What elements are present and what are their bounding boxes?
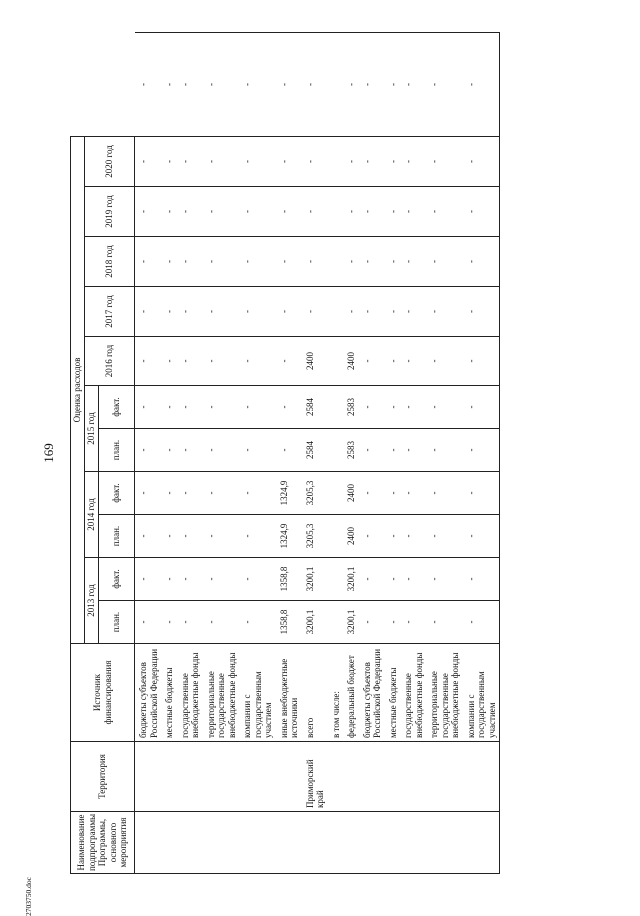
cell-value: -: [135, 429, 162, 472]
cell-value: -: [400, 33, 426, 137]
cell-value: -: [385, 337, 401, 386]
cell-value: -: [135, 136, 162, 186]
cell-value: [328, 386, 344, 429]
cell-name: [161, 812, 177, 874]
cell-value: -: [400, 187, 426, 237]
cell-value: [328, 187, 344, 237]
rotated-table-sheet: [70, 32, 640, 874]
cell-value: [328, 33, 344, 137]
cell-value: -: [426, 429, 463, 472]
cell-value: -: [463, 337, 500, 386]
cell-value: -: [177, 187, 203, 237]
header-fact: факт.: [99, 386, 135, 429]
cell-value: -: [239, 187, 276, 237]
cell-value: -: [463, 515, 500, 558]
cell-value: 1324,9: [276, 515, 302, 558]
cell-value: 1358,8: [276, 558, 302, 601]
header-name: Наименование подпрограммы Программы, основного мероприятия: [71, 812, 135, 874]
cell-value: -: [359, 515, 385, 558]
cell-value: 3200,1: [343, 601, 359, 644]
cell-territory: [463, 742, 500, 812]
cell-value: -: [239, 337, 276, 386]
cell-value: -: [161, 136, 177, 186]
cell-value: -: [463, 429, 500, 472]
cell-value: -: [426, 515, 463, 558]
cell-value: -: [177, 472, 203, 515]
cell-value: -: [343, 187, 359, 237]
cell-value: -: [463, 601, 500, 644]
header-2017: 2017 год: [85, 287, 135, 337]
header-2013: 2013 год: [85, 558, 99, 644]
cell-value: -: [343, 287, 359, 337]
cell-value: -: [177, 33, 203, 137]
cell-name: [328, 812, 344, 874]
cell-value: -: [276, 287, 302, 337]
cell-source: территориальные государственные внебюджетные фонды: [426, 644, 463, 742]
cell-source: местные бюджеты: [385, 644, 401, 742]
table-row: [276, 33, 302, 874]
cell-value: -: [177, 386, 203, 429]
cell-value: -: [463, 558, 500, 601]
cell-value: -: [359, 558, 385, 601]
cell-value: -: [400, 601, 426, 644]
cell-value: -: [359, 601, 385, 644]
cell-name: [203, 812, 240, 874]
table-row: [135, 33, 162, 874]
cell-value: -: [161, 33, 177, 137]
cell-value: -: [400, 429, 426, 472]
cell-value: -: [426, 237, 463, 287]
cell-value: -: [203, 337, 240, 386]
cell-value: -: [161, 429, 177, 472]
cell-territory: [426, 742, 463, 812]
cell-value: -: [385, 558, 401, 601]
cell-value: 2583: [343, 386, 359, 429]
cell-value: 2583: [343, 429, 359, 472]
cell-value: 1358,8: [276, 601, 302, 644]
header-2014: 2014 год: [85, 472, 99, 558]
cell-source: государственные внебюджетные фонды: [177, 644, 203, 742]
cell-value: 3205,3: [302, 472, 328, 515]
cell-value: -: [426, 337, 463, 386]
cell-source: бюджеты субъектов Российской Федерации: [359, 644, 385, 742]
cell-value: -: [400, 558, 426, 601]
cell-source: иные внебюджетные источники: [276, 644, 302, 742]
cell-value: [328, 472, 344, 515]
cell-value: -: [161, 237, 177, 287]
cell-value: -: [135, 237, 162, 287]
cell-value: 2400: [343, 472, 359, 515]
cell-value: -: [400, 136, 426, 186]
cell-name: [385, 812, 401, 874]
cell-value: -: [302, 237, 328, 287]
cell-value: -: [203, 558, 240, 601]
cell-value: [328, 558, 344, 601]
cell-territory: [385, 742, 401, 812]
table-row: [177, 33, 203, 874]
cell-value: -: [135, 386, 162, 429]
cell-value: -: [161, 287, 177, 337]
cell-territory: [239, 742, 276, 812]
cell-value: -: [276, 429, 302, 472]
cell-value: -: [239, 558, 276, 601]
cell-name: [426, 812, 463, 874]
table-row: [328, 33, 344, 874]
cell-value: -: [161, 386, 177, 429]
cell-name: [239, 812, 276, 874]
table-row: [343, 33, 359, 874]
cell-value: [328, 237, 344, 287]
cell-value: -: [385, 386, 401, 429]
header-estimate: Оценка расходов: [71, 136, 85, 643]
cell-value: -: [239, 515, 276, 558]
header-2018: 2018 год: [85, 237, 135, 287]
cell-value: -: [359, 136, 385, 186]
cell-source: федеральный бюджет: [343, 644, 359, 742]
header-plan: план.: [99, 601, 135, 644]
cell-territory: [161, 742, 177, 812]
cell-value: -: [302, 187, 328, 237]
cell-value: -: [239, 472, 276, 515]
cell-source: компании с государственным участием: [463, 644, 500, 742]
footer-filename: 2703750.doc: [24, 877, 33, 916]
cell-value: -: [426, 33, 463, 137]
cell-value: 1324,9: [276, 472, 302, 515]
cell-territory: Приморский край: [302, 742, 328, 812]
cell-value: -: [135, 472, 162, 515]
cell-value: -: [135, 33, 162, 137]
cell-value: -: [385, 187, 401, 237]
cell-value: [328, 515, 344, 558]
cell-value: -: [239, 429, 276, 472]
cell-source: всего: [302, 644, 328, 742]
cell-value: -: [385, 472, 401, 515]
cell-value: -: [135, 337, 162, 386]
cell-value: -: [239, 386, 276, 429]
table-row: [302, 33, 328, 874]
cell-value: [328, 287, 344, 337]
cell-value: -: [426, 386, 463, 429]
cell-value: -: [177, 287, 203, 337]
header-source: Источник финансирования: [71, 644, 135, 742]
cell-value: -: [385, 237, 401, 287]
cell-value: -: [385, 515, 401, 558]
cell-value: -: [426, 187, 463, 237]
cell-value: -: [359, 287, 385, 337]
cell-value: -: [426, 558, 463, 601]
cell-value: -: [359, 337, 385, 386]
cell-value: -: [239, 287, 276, 337]
financing-table: [70, 32, 500, 874]
cell-value: -: [385, 429, 401, 472]
cell-value: -: [302, 33, 328, 137]
cell-value: -: [135, 515, 162, 558]
cell-value: -: [276, 337, 302, 386]
cell-value: -: [463, 237, 500, 287]
cell-value: -: [239, 237, 276, 287]
cell-value: -: [276, 386, 302, 429]
cell-source: бюджеты субъектов Российской Федерации: [135, 644, 162, 742]
cell-value: -: [239, 601, 276, 644]
cell-value: -: [400, 515, 426, 558]
cell-value: -: [135, 558, 162, 601]
cell-value: -: [463, 472, 500, 515]
cell-value: -: [343, 136, 359, 186]
cell-territory: [328, 742, 344, 812]
cell-value: -: [203, 33, 240, 137]
cell-value: -: [161, 558, 177, 601]
cell-value: -: [426, 287, 463, 337]
cell-value: 3200,1: [343, 558, 359, 601]
cell-value: -: [359, 429, 385, 472]
table-row: [203, 33, 240, 874]
cell-value: -: [177, 558, 203, 601]
cell-value: 2400: [343, 337, 359, 386]
cell-territory: [400, 742, 426, 812]
cell-value: -: [203, 472, 240, 515]
cell-value: -: [177, 601, 203, 644]
cell-value: -: [359, 187, 385, 237]
header-plan: план.: [99, 429, 135, 472]
cell-value: 2400: [343, 515, 359, 558]
cell-value: -: [463, 136, 500, 186]
cell-value: -: [426, 472, 463, 515]
table-row: [239, 33, 276, 874]
cell-name: [343, 812, 359, 874]
cell-value: 2400: [302, 337, 328, 386]
cell-value: -: [463, 33, 500, 137]
cell-value: -: [343, 237, 359, 287]
cell-source: компании с государственным участием: [239, 644, 276, 742]
cell-value: -: [203, 601, 240, 644]
cell-name: [276, 812, 302, 874]
cell-value: -: [400, 337, 426, 386]
cell-value: -: [177, 429, 203, 472]
cell-value: -: [276, 33, 302, 137]
cell-territory: [135, 742, 162, 812]
cell-value: -: [359, 33, 385, 137]
cell-value: -: [426, 136, 463, 186]
cell-territory: [276, 742, 302, 812]
cell-value: -: [359, 237, 385, 287]
header-2019: 2019 год: [85, 187, 135, 237]
cell-value: -: [161, 187, 177, 237]
cell-name: [302, 812, 328, 874]
cell-territory: [359, 742, 385, 812]
cell-territory: [177, 742, 203, 812]
cell-value: 2584: [302, 386, 328, 429]
cell-value: -: [161, 515, 177, 558]
cell-value: -: [135, 287, 162, 337]
cell-name: [177, 812, 203, 874]
header-2020: 2020 год: [85, 136, 135, 186]
cell-value: -: [400, 472, 426, 515]
cell-name: [135, 812, 162, 874]
cell-value: [328, 601, 344, 644]
cell-value: -: [239, 33, 276, 137]
cell-name: [359, 812, 385, 874]
cell-value: -: [203, 429, 240, 472]
header-2015: 2015 год: [85, 386, 99, 472]
cell-value: -: [161, 601, 177, 644]
table-row: [161, 33, 177, 874]
cell-value: -: [203, 386, 240, 429]
cell-source: местные бюджеты: [161, 644, 177, 742]
table-row: [463, 33, 500, 874]
cell-territory: [343, 742, 359, 812]
cell-value: -: [463, 187, 500, 237]
table-row: [426, 33, 463, 874]
cell-value: -: [177, 515, 203, 558]
cell-value: -: [203, 237, 240, 287]
cell-value: -: [400, 287, 426, 337]
table-row: [359, 33, 385, 874]
cell-value: -: [239, 136, 276, 186]
cell-value: 3205,3: [302, 515, 328, 558]
page-number: 169: [41, 443, 56, 463]
header-territory: Территория: [71, 742, 135, 812]
header-2016: 2016 год: [85, 337, 135, 386]
cell-value: -: [359, 386, 385, 429]
cell-value: -: [302, 287, 328, 337]
cell-name: [463, 812, 500, 874]
cell-value: -: [135, 187, 162, 237]
cell-value: -: [177, 136, 203, 186]
cell-source: территориальные государственные внебюджетные фонды: [203, 644, 240, 742]
cell-value: -: [161, 337, 177, 386]
cell-value: -: [276, 136, 302, 186]
cell-source: в том числе:: [328, 644, 344, 742]
cell-source: государственные внебюджетные фонды: [400, 644, 426, 742]
cell-value: 2584: [302, 429, 328, 472]
cell-value: -: [385, 33, 401, 137]
cell-name: [400, 812, 426, 874]
cell-value: -: [177, 337, 203, 386]
table-row: [385, 33, 401, 874]
header-fact: факт.: [99, 472, 135, 515]
cell-value: -: [276, 237, 302, 287]
cell-value: -: [343, 33, 359, 137]
cell-value: -: [400, 237, 426, 287]
cell-value: -: [359, 472, 385, 515]
cell-value: -: [463, 386, 500, 429]
cell-value: -: [400, 386, 426, 429]
cell-territory: [203, 742, 240, 812]
cell-value: -: [302, 136, 328, 186]
cell-value: -: [385, 601, 401, 644]
cell-value: -: [203, 515, 240, 558]
cell-value: [328, 337, 344, 386]
cell-value: -: [385, 287, 401, 337]
cell-value: 3200,1: [302, 601, 328, 644]
table-row: [400, 33, 426, 874]
cell-value: -: [203, 287, 240, 337]
cell-value: -: [203, 187, 240, 237]
cell-value: [328, 136, 344, 186]
header-plan: план.: [99, 515, 135, 558]
cell-value: -: [161, 472, 177, 515]
cell-value: -: [203, 136, 240, 186]
cell-value: [328, 429, 344, 472]
cell-value: -: [135, 601, 162, 644]
cell-value: 3200,1: [302, 558, 328, 601]
cell-value: -: [426, 601, 463, 644]
cell-value: -: [177, 237, 203, 287]
cell-value: -: [276, 187, 302, 237]
cell-value: -: [385, 136, 401, 186]
header-fact: факт.: [99, 558, 135, 601]
cell-value: -: [463, 287, 500, 337]
